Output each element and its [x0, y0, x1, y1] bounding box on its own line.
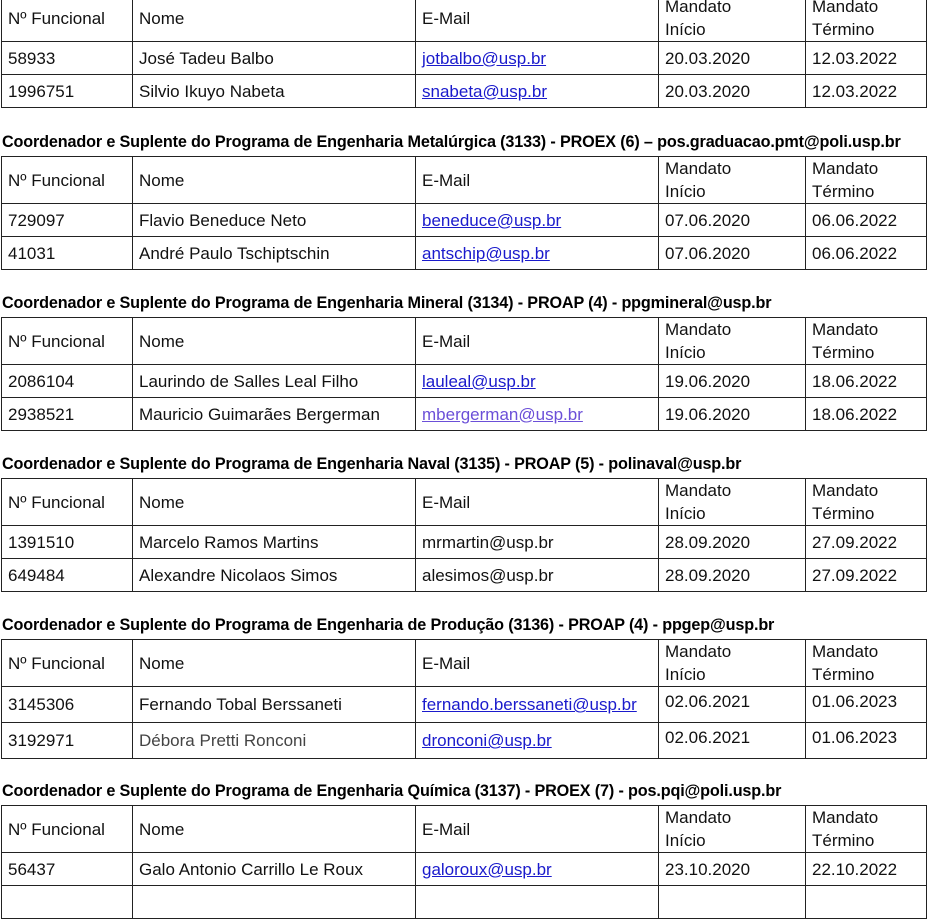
- email-link[interactable]: beneduce@usp.br: [422, 210, 562, 230]
- cell-start: 19.06.2020: [659, 398, 806, 431]
- header-name: Nome: [133, 640, 416, 687]
- header-id: Nº Funcional: [2, 0, 133, 42]
- header-name: Nome: [133, 0, 416, 42]
- header-email: E-Mail: [416, 157, 659, 204]
- table-row: [2, 237, 927, 270]
- cell-start: 02.06.2021: [659, 687, 806, 723]
- cell-id: 2938521: [2, 398, 133, 431]
- cell-name: Galo Antonio Carrillo Le Roux: [133, 853, 416, 886]
- cell-start: 07.06.2020: [659, 204, 806, 237]
- email-link[interactable]: fernando.berssaneti@usp.br: [422, 695, 637, 714]
- cell-id: 58933: [2, 42, 133, 75]
- header-id: Nº Funcional: [2, 640, 133, 687]
- header-start: Mandato Início: [659, 318, 806, 365]
- cell-start: 28.09.2020: [659, 559, 806, 592]
- cell-email: [416, 526, 659, 559]
- cell-end: 18.06.2022: [806, 365, 927, 398]
- table-row: [2, 204, 927, 237]
- email-link[interactable]: mbergerman@usp.br: [422, 404, 583, 424]
- cell-start: 20.03.2020: [659, 42, 806, 75]
- cell-end: 12.03.2022: [806, 42, 927, 75]
- table-header-row: [2, 806, 927, 853]
- cell-end: 06.06.2022: [806, 204, 927, 237]
- cell-id: 3145306: [2, 687, 133, 723]
- email-text: mrmartin@usp.br: [422, 532, 554, 552]
- table-header-row: [2, 0, 927, 42]
- table-row: [2, 526, 927, 559]
- header-start: Mandato Início: [659, 479, 806, 526]
- cell-start: 20.03.2020: [659, 75, 806, 108]
- cell-end: 27.09.2022: [806, 526, 927, 559]
- cell-end: 18.06.2022: [806, 398, 927, 431]
- cell-end: 12.03.2022: [806, 75, 927, 108]
- program-table: [1, 639, 927, 759]
- cell-id: 729097: [2, 204, 133, 237]
- cell-name: Laurindo de Salles Leal Filho: [133, 365, 416, 398]
- cell-id: 1996751: [2, 75, 133, 108]
- header-name: Nome: [133, 479, 416, 526]
- cell-start: 02.06.2021: [659, 723, 806, 759]
- cell-end: 01.06.2023: [806, 687, 927, 723]
- table-row: [2, 75, 927, 108]
- table-row: [2, 365, 927, 398]
- program-table: [1, 0, 927, 108]
- cell-id: 649484: [2, 559, 133, 592]
- table-row: [2, 398, 927, 431]
- cell-end: 01.06.2023: [806, 723, 927, 759]
- cell-email: [416, 75, 659, 108]
- header-email: E-Mail: [416, 0, 659, 42]
- table-header-row: [2, 157, 927, 204]
- header-start: Mandato Início: [659, 806, 806, 853]
- cell-end: 06.06.2022: [806, 237, 927, 270]
- cell-name: André Paulo Tschiptschin: [133, 237, 416, 270]
- program-table: [1, 805, 927, 919]
- header-email: E-Mail: [416, 640, 659, 687]
- cell-id: 41031: [2, 237, 133, 270]
- header-id: Nº Funcional: [2, 318, 133, 365]
- cell-email: [416, 365, 659, 398]
- table-row-cropped: [2, 886, 927, 919]
- table-row: [2, 723, 927, 759]
- header-end: Mandato Término: [806, 640, 927, 687]
- cell-start: 23.10.2020: [659, 853, 806, 886]
- email-link[interactable]: lauleal@usp.br: [422, 371, 536, 391]
- cell-name: Fernando Tobal Berssaneti: [133, 687, 416, 723]
- header-end: Mandato Término: [806, 318, 927, 365]
- cell-id: 1391510: [2, 526, 133, 559]
- cell-id: 3192971: [2, 723, 133, 759]
- header-id: Nº Funcional: [2, 806, 133, 853]
- cell-email: [416, 687, 659, 723]
- cell-start: 19.06.2020: [659, 365, 806, 398]
- email-link[interactable]: jotbalbo@usp.br: [422, 48, 547, 68]
- cell-end: 27.09.2022: [806, 559, 927, 592]
- header-id: Nº Funcional: [2, 479, 133, 526]
- header-id: Nº Funcional: [2, 157, 133, 204]
- email-link[interactable]: snabeta@usp.br: [422, 81, 548, 101]
- section-heading: Coordenador e Suplente do Programa de Engenharia Naval (3135) - PROAP (5) - polinaval@usp.br: [2, 455, 742, 473]
- header-email: E-Mail: [416, 318, 659, 365]
- section-heading: Coordenador e Suplente do Programa de Engenharia Química (3137) - PROEX (7) - pos.pqi@poli.usp.br: [2, 782, 782, 800]
- header-name: Nome: [133, 157, 416, 204]
- table-row: [2, 853, 927, 886]
- cell-name: Alexandre Nicolaos Simos: [133, 559, 416, 592]
- header-end: Mandato Término: [806, 479, 927, 526]
- program-table: [1, 317, 927, 431]
- header-start: Mandato Início: [659, 640, 806, 687]
- email-link[interactable]: antschip@usp.br: [422, 243, 550, 263]
- cell-id: 56437: [2, 853, 133, 886]
- cell-name: Marcelo Ramos Martins: [133, 526, 416, 559]
- email-text: alesimos@usp.br: [422, 565, 554, 585]
- cell-email: [416, 237, 659, 270]
- cell-email: [416, 42, 659, 75]
- header-end: Mandato Término: [806, 0, 927, 42]
- cell-name: José Tadeu Balbo: [133, 42, 416, 75]
- section-heading: Coordenador e Suplente do Programa de Engenharia de Produção (3136) - PROAP (4) - ppgep@usp.br: [2, 616, 775, 634]
- cell-start: 28.09.2020: [659, 526, 806, 559]
- header-start: Mandato Início: [659, 157, 806, 204]
- table-row: [2, 559, 927, 592]
- cell-name: Mauricio Guimarães Bergerman: [133, 398, 416, 431]
- cell-end: 22.10.2022: [806, 853, 927, 886]
- header-email: E-Mail: [416, 806, 659, 853]
- header-email: E-Mail: [416, 479, 659, 526]
- cell-email: [416, 204, 659, 237]
- header-end: Mandato Término: [806, 806, 927, 853]
- header-end: Mandato Término: [806, 157, 927, 204]
- section-heading: Coordenador e Suplente do Programa de Engenharia Mineral (3134) - PROAP (4) - ppgmineral@usp.br: [2, 294, 772, 312]
- table-row: [2, 687, 927, 723]
- cell-email: [416, 723, 659, 759]
- table-row: [2, 42, 927, 75]
- email-link[interactable]: dronconi@usp.br: [422, 731, 552, 750]
- cell-name: Flavio Beneduce Neto: [133, 204, 416, 237]
- cell-email: [416, 853, 659, 886]
- header-name: Nome: [133, 318, 416, 365]
- cell-start: 07.06.2020: [659, 237, 806, 270]
- section-heading: Coordenador e Suplente do Programa de Engenharia Metalúrgica (3133) - PROEX (6) – pos.graduacao.pmt@poli.usp.br: [2, 133, 901, 151]
- email-link[interactable]: galoroux@usp.br: [422, 859, 552, 879]
- cell-email: [416, 398, 659, 431]
- program-table: [1, 478, 927, 592]
- table-header-row: [2, 479, 927, 526]
- header-start: Mandato Início: [659, 0, 806, 42]
- cell-id: 2086104: [2, 365, 133, 398]
- table-header-row: [2, 318, 927, 365]
- header-name: Nome: [133, 806, 416, 853]
- cell-email: [416, 559, 659, 592]
- table-header-row: [2, 640, 927, 687]
- cell-name: Débora Pretti Ronconi: [133, 723, 416, 759]
- program-table: [1, 156, 927, 270]
- cell-name: Silvio Ikuyo Nabeta: [133, 75, 416, 108]
